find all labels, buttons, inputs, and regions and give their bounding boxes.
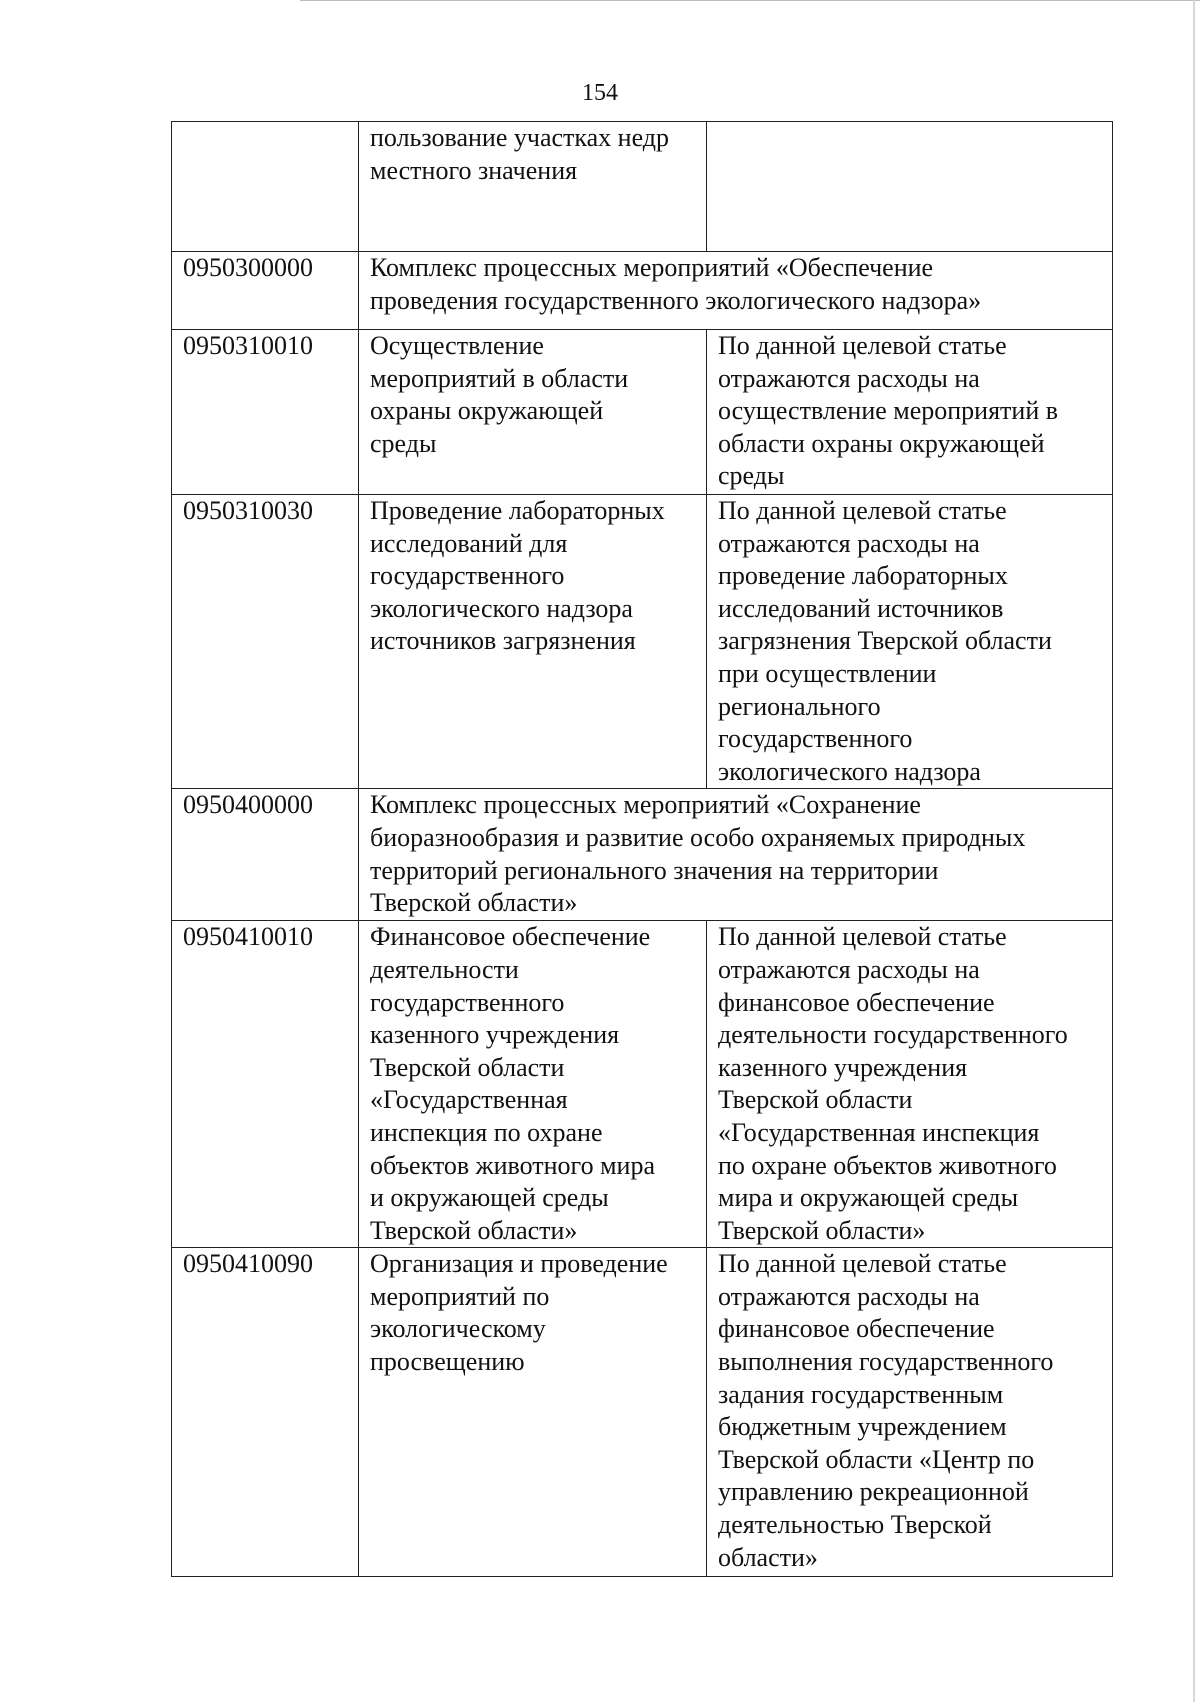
code-cell: 0950300000 xyxy=(172,252,359,330)
description-cell xyxy=(707,122,1113,252)
name-cell: пользование участках недр местного значения xyxy=(359,122,707,252)
table-row-group xyxy=(172,789,1113,921)
code-cell: 0950400000 xyxy=(172,789,359,921)
name-cell: Организация и проведение мероприятий по экологическому просвещению xyxy=(359,1248,707,1577)
scan-right-edge xyxy=(1193,0,1195,1702)
name-cell: Финансовое обеспечение деятельности государственного казенного учреждения Тверской области «Государственная инспекция по охране объектов животного мира и окружающей среды Тверской области» xyxy=(359,921,707,1248)
description-cell: По данной целевой статье отражаются расходы на финансовое обеспечение деятельности государственного казенного учреждения Тверской области «Государственная инспекция по охране объектов животного мира и окружающей среды Тверской области» xyxy=(707,921,1113,1248)
description-cell: По данной целевой статье отражаются расходы на финансовое обеспечение выполнения государственного задания государственным бюджетным учреждением Тверской области «Центр по управлению рекреационной деятельностью Тверской области» xyxy=(707,1248,1113,1577)
table-row xyxy=(172,122,1113,252)
description-cell: По данной целевой статье отражаются расходы на осуществление мероприятий в области охраны окружающей среды xyxy=(707,330,1113,495)
code-cell: 0950410010 xyxy=(172,921,359,1248)
code-cell xyxy=(172,122,359,252)
table-row xyxy=(172,495,1113,789)
code-cell: 0950310010 xyxy=(172,330,359,495)
table-row xyxy=(172,1248,1113,1577)
code-cell: 0950410090 xyxy=(172,1248,359,1577)
table-row-group xyxy=(172,252,1113,330)
table-row xyxy=(172,921,1113,1248)
page-number: 154 xyxy=(582,80,618,106)
description-cell: По данной целевой статье отражаются расходы на проведение лабораторных исследований источников загрязнения Тверской области при осуществлении регионального государственного экологического надзора xyxy=(707,495,1113,789)
name-cell: Осуществление мероприятий в области охраны окружающей среды xyxy=(359,330,707,495)
code-cell: 0950310030 xyxy=(172,495,359,789)
name-cell: Проведение лабораторных исследований для государственного экологического надзора источников загрязнения xyxy=(359,495,707,789)
group-name-cell: Комплекс процессных мероприятий «Обеспечение проведения государственного экологического надзора» xyxy=(359,252,1113,330)
budget-classification-table xyxy=(171,121,1113,1577)
table-row xyxy=(172,330,1113,495)
scan-top-edge xyxy=(300,0,1200,1)
group-name-cell: Комплекс процессных мероприятий «Сохранение биоразнообразия и развитие особо охраняемых природных территорий регионального значения на территории Тверской области» xyxy=(359,789,1113,921)
